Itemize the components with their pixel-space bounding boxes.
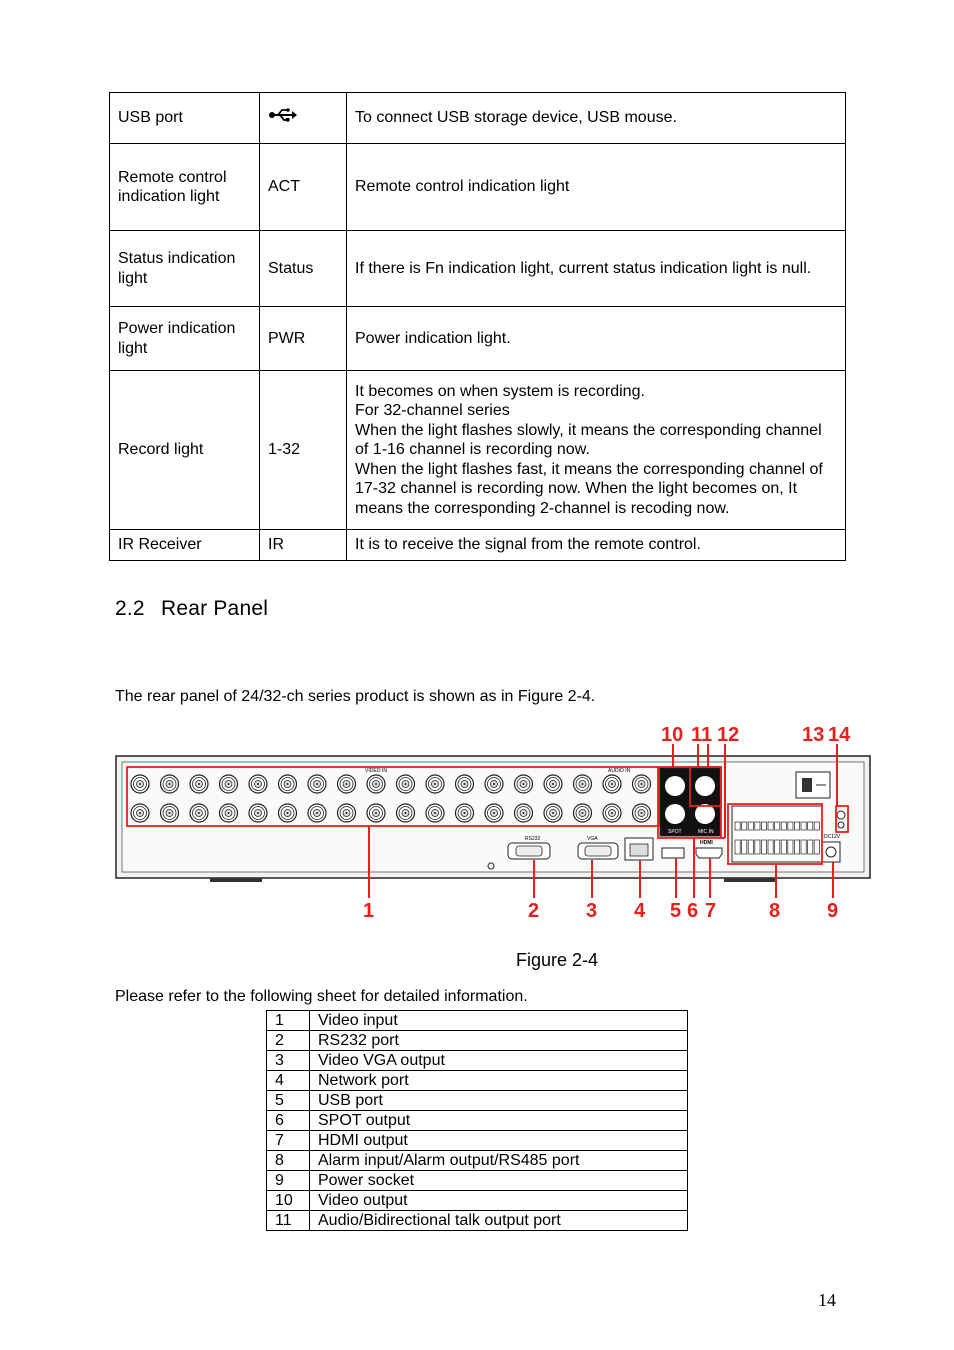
row-name: USB port — [110, 93, 260, 144]
row-name: Status indication light — [110, 231, 260, 307]
legend-label: HDMI output — [310, 1131, 688, 1151]
intro-text: The rear panel of 24/32-ch series product is shown as in Figure 2-4. — [115, 688, 596, 705]
bnc-connector — [161, 804, 179, 822]
legend-row — [267, 1071, 688, 1091]
usb-port — [662, 848, 684, 858]
row-name: Power indication light — [110, 307, 260, 371]
hdmi-label: HDMI — [700, 840, 713, 846]
bnc-connector — [279, 804, 297, 822]
callout-7: 7 — [705, 900, 717, 922]
legend-row — [267, 1031, 688, 1051]
refer-text: Please refer to the following sheet for detailed information. — [115, 988, 528, 1005]
terminal-cell — [735, 840, 740, 854]
row-name: Remote control indication light — [110, 144, 260, 231]
row-description: To connect USB storage device, USB mouse. — [347, 93, 846, 144]
callout-4: 4 — [634, 900, 646, 922]
legend-label: Network port — [310, 1071, 688, 1091]
legend-table — [266, 1010, 688, 1231]
page-number: 14 — [818, 1290, 836, 1310]
legend-row — [267, 1171, 688, 1191]
legend-number: 11 — [267, 1211, 310, 1231]
bnc-connector — [338, 804, 356, 822]
spot-label: SPOT — [668, 829, 682, 835]
legend-number: 9 — [267, 1171, 310, 1191]
callout-3: 3 — [586, 900, 598, 922]
callout-2: 2 — [528, 900, 540, 922]
bnc-connector — [426, 775, 444, 793]
terminal-cell — [788, 840, 793, 854]
hdmi-port — [696, 848, 722, 858]
terminal-cell — [788, 822, 793, 830]
legend-number: 4 — [267, 1071, 310, 1091]
table-row — [110, 371, 846, 530]
row-symbol — [260, 93, 347, 144]
legend-row — [267, 1091, 688, 1111]
callout-1: 1 — [363, 900, 375, 922]
bnc-connector — [367, 775, 385, 793]
rear-panel-figure — [110, 718, 880, 924]
device-foot — [724, 878, 776, 882]
bnc-connector — [249, 775, 267, 793]
bnc-connector — [633, 804, 651, 822]
bnc-connector — [308, 775, 326, 793]
callout-6: 6 — [687, 900, 699, 922]
terminal-cell — [742, 822, 747, 830]
legend-label: Video VGA output — [310, 1051, 688, 1071]
legend-number: 3 — [267, 1051, 310, 1071]
terminal-cell — [814, 840, 819, 854]
terminal-cell — [748, 840, 753, 854]
legend-number: 2 — [267, 1031, 310, 1051]
bnc-connector — [544, 775, 562, 793]
bnc-connector — [220, 804, 238, 822]
row-symbol: Status — [260, 231, 347, 307]
bnc-connector — [367, 804, 385, 822]
terminal-cell — [768, 840, 773, 854]
video-in-label: VIDEO IN — [365, 768, 387, 774]
audio-in-label: AUDIO IN — [608, 768, 631, 774]
bnc-connector — [308, 804, 326, 822]
section-number: 2.2 — [115, 597, 145, 620]
indicator-table — [109, 92, 846, 561]
row-description: Remote control indication light — [347, 144, 846, 231]
row-description: If there is Fn indication light, current status indication light is null. — [347, 231, 846, 307]
legend-row — [267, 1211, 688, 1231]
terminal-cell — [755, 840, 760, 854]
bnc-connector — [544, 804, 562, 822]
legend-label: Video input — [310, 1011, 688, 1031]
table-row — [110, 231, 846, 307]
bnc-connector — [574, 775, 592, 793]
legend-row — [267, 1111, 688, 1131]
row-description: Power indication light. — [347, 307, 846, 371]
dc-label: DC12V — [824, 834, 841, 840]
section-title: Rear Panel — [161, 597, 269, 620]
legend-number: 6 — [267, 1111, 310, 1131]
terminal-cell — [768, 822, 773, 830]
legend-number: 1 — [267, 1011, 310, 1031]
figure-caption: Figure 2-4 — [516, 950, 599, 970]
terminal-cell — [781, 822, 786, 830]
legend-number: 10 — [267, 1191, 310, 1211]
callout-14: 14 — [828, 724, 851, 746]
callout-5: 5 — [670, 900, 682, 922]
legend-number: 5 — [267, 1091, 310, 1111]
callout-8: 8 — [769, 900, 781, 922]
bnc-connector — [574, 804, 592, 822]
legend-row — [267, 1131, 688, 1151]
terminal-cell — [801, 822, 806, 830]
section-heading — [115, 597, 268, 621]
terminal-cell — [775, 822, 780, 830]
row-description: It becomes on when system is recording. For 32-channel series When the light flashes slowly, it means the corresponding channel of 1-16 channel is recording now. When the light flashes fast, it means the corresponding channel of 17-32 channel is recording now. When the light becomes on, It means the corresponding 2-channel is recoding now. — [347, 371, 846, 530]
bnc-connector — [397, 804, 415, 822]
terminal-cell — [761, 822, 766, 830]
legend-label: Audio/Bidirectional talk output port — [310, 1211, 688, 1231]
terminal-cell — [755, 822, 760, 830]
legend-row — [267, 1051, 688, 1071]
terminal-cell — [735, 822, 740, 830]
bnc-connector — [485, 775, 503, 793]
bnc-connector — [515, 775, 533, 793]
legend-row — [267, 1191, 688, 1211]
legend-number: 7 — [267, 1131, 310, 1151]
row-description: It is to receive the signal from the remote control. — [347, 530, 846, 561]
bnc-connector — [456, 804, 474, 822]
table-row — [110, 93, 846, 144]
row-name: Record light — [110, 371, 260, 530]
terminal-cell — [775, 840, 780, 854]
bnc-connector — [603, 775, 621, 793]
device-foot — [210, 878, 262, 882]
vga-label: VGA — [587, 836, 598, 842]
bnc-connector — [515, 804, 533, 822]
bnc-connector — [603, 804, 621, 822]
bnc-connector — [279, 775, 297, 793]
row-symbol: IR — [260, 530, 347, 561]
usb-symbol-icon — [268, 108, 298, 122]
callout-12: 12 — [717, 724, 740, 746]
terminal-cell — [814, 822, 819, 830]
legend-row — [267, 1011, 688, 1031]
legend-label: RS232 port — [310, 1031, 688, 1051]
terminal-cell — [742, 840, 747, 854]
callout-10: 10 — [661, 724, 684, 746]
bnc-connector — [426, 804, 444, 822]
bnc-connector — [249, 804, 267, 822]
bnc-connector — [131, 775, 149, 793]
callout-9: 9 — [827, 900, 839, 922]
bnc-connector — [338, 775, 356, 793]
legend-row — [267, 1151, 688, 1171]
terminal-cell — [794, 840, 799, 854]
row-name: IR Receiver — [110, 530, 260, 561]
legend-label: Alarm input/Alarm output/RS485 port — [310, 1151, 688, 1171]
bnc-connector — [131, 804, 149, 822]
row-symbol: PWR — [260, 307, 347, 371]
terminal-cell — [801, 840, 806, 854]
row-symbol: 1-32 — [260, 371, 347, 530]
rs232-label: RS232 — [525, 836, 541, 842]
bnc-connector — [485, 804, 503, 822]
terminal-cell — [748, 822, 753, 830]
bnc-connector — [220, 775, 238, 793]
terminal-cell — [808, 822, 813, 830]
terminal-cell — [794, 822, 799, 830]
legend-label: USB port — [310, 1091, 688, 1111]
mic-in-label: MIC IN — [698, 829, 714, 835]
legend-number: 8 — [267, 1151, 310, 1171]
bnc-connector — [397, 775, 415, 793]
terminal-cell — [761, 840, 766, 854]
bnc-connector — [456, 775, 474, 793]
callout-11: 11 — [691, 724, 713, 746]
callout-13: 13 — [802, 724, 825, 746]
legend-label: SPOT output — [310, 1111, 688, 1131]
bnc-connector — [633, 775, 651, 793]
bnc-connector — [161, 775, 179, 793]
table-row — [110, 307, 846, 371]
legend-label: Power socket — [310, 1171, 688, 1191]
row-symbol: ACT — [260, 144, 347, 231]
bnc-connector — [190, 775, 208, 793]
bnc-connector — [190, 804, 208, 822]
legend-label: Video output — [310, 1191, 688, 1211]
terminal-cell — [781, 840, 786, 854]
table-row — [110, 144, 846, 231]
table-row — [110, 530, 846, 561]
terminal-cell — [808, 840, 813, 854]
